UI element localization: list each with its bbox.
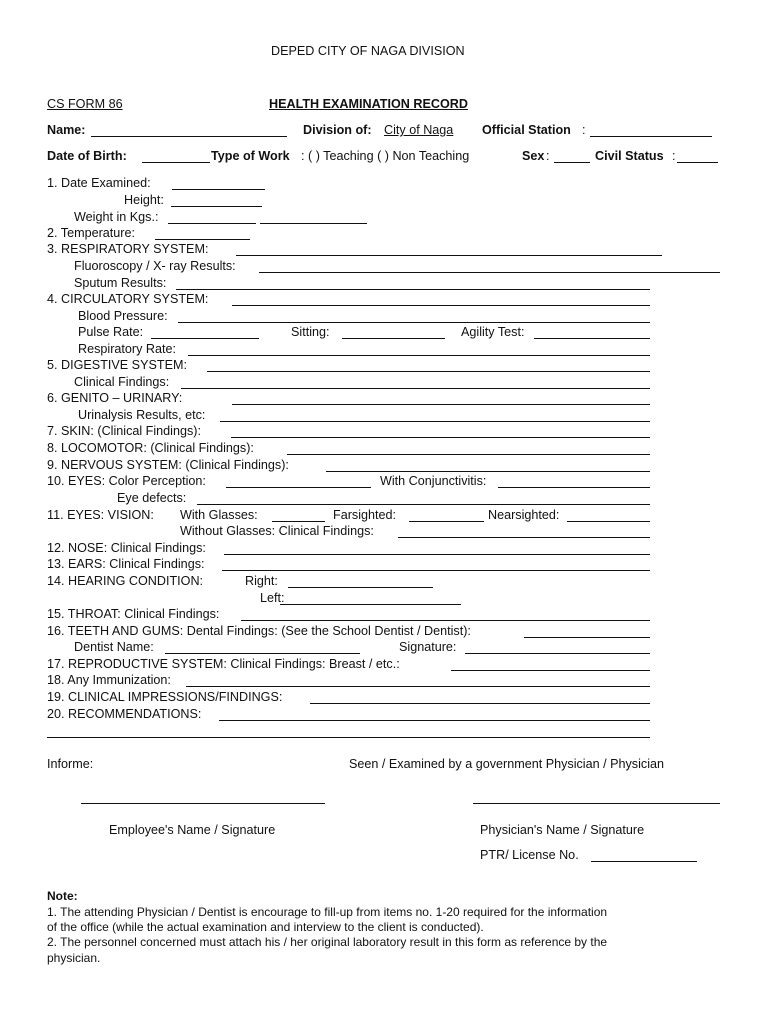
item-1-label: 1. Date Examined: — [47, 176, 151, 190]
hearing-right-label: Right: — [245, 574, 278, 588]
hearing-left-field[interactable] — [280, 604, 461, 605]
note-2-line-1: 2. The personnel concerned must attach his / her original laboratory result in this form as reference by the — [47, 935, 608, 949]
farsighted-field[interactable] — [409, 521, 484, 522]
item-12-label: 12. NOSE: Clinical Findings: — [47, 541, 206, 555]
digestive-clinical-field[interactable] — [181, 388, 650, 389]
item-14-label: 14. HEARING CONDITION: — [47, 574, 204, 588]
civil-status-label: Civil Status — [595, 149, 664, 163]
fluoroscopy-field[interactable] — [259, 272, 720, 273]
official-station-field[interactable] — [590, 136, 712, 137]
dentist-signature-field[interactable] — [465, 653, 650, 654]
note-2-line-2: physician. — [47, 951, 101, 965]
respiratory-rate-label: Respiratory Rate: — [78, 342, 176, 356]
ears-field[interactable] — [222, 570, 650, 571]
item-17-label: 17. REPRODUCTIVE SYSTEM: Clinical Findings: Breast / etc.: — [47, 657, 400, 671]
farsighted-label: Farsighted: — [333, 508, 396, 522]
skin-field[interactable] — [231, 437, 650, 438]
recommendations-field-2[interactable] — [47, 737, 650, 738]
item-6-label: 6. GENITO – URINARY: — [47, 391, 183, 405]
eye-defects-label: Eye defects: — [117, 491, 187, 505]
type-of-work-label: Type of Work — [211, 149, 290, 163]
weight-field-1[interactable] — [168, 223, 256, 224]
respiratory-field[interactable] — [236, 255, 662, 256]
teeth-gums-field[interactable] — [524, 637, 650, 638]
height-label: Height: — [124, 193, 164, 207]
item-15-label: 15. THROAT: Clinical Findings: — [47, 607, 220, 621]
item-8-label: 8. LOCOMOTOR: (Clinical Findings): — [47, 441, 254, 455]
hearing-left-label: Left: — [260, 591, 285, 605]
dentist-signature-label: Signature: — [399, 640, 457, 654]
division-value: City of Naga — [384, 123, 454, 137]
nose-field[interactable] — [224, 554, 650, 555]
fluoroscopy-label: Fluoroscopy / X- ray Results: — [74, 259, 236, 273]
item-16-label: 16. TEETH AND GUMS: Dental Findings: (See the School Dentist / Dentist): — [47, 624, 471, 638]
type-of-work-options: : ( ) Teaching ( ) Non Teaching — [301, 149, 470, 163]
item-19-label: 19. CLINICAL IMPRESSIONS/FINDINGS: — [47, 690, 283, 704]
blood-pressure-label: Blood Pressure: — [78, 309, 168, 323]
urinalysis-field[interactable] — [220, 421, 650, 422]
employee-signature-line[interactable] — [81, 803, 325, 804]
dob-label: Date of Birth: — [47, 149, 127, 163]
item-5-label: 5. DIGESTIVE SYSTEM: — [47, 358, 187, 372]
civil-status-field[interactable] — [677, 162, 718, 163]
sputum-field[interactable] — [176, 289, 650, 290]
ptr-license-label: PTR/ License No. — [480, 848, 579, 862]
civil-status-colon: : — [672, 149, 676, 163]
with-glasses-label: With Glasses: — [180, 508, 258, 522]
pulse-rate-field[interactable] — [151, 338, 259, 339]
with-glasses-field[interactable] — [272, 521, 325, 522]
dentist-name-field[interactable] — [165, 653, 360, 654]
color-perception-field[interactable] — [226, 487, 371, 488]
division-label: Division of: — [303, 123, 372, 137]
nearsighted-field[interactable] — [567, 521, 650, 522]
date-examined-field[interactable] — [172, 189, 265, 190]
agility-test-label: Agility Test: — [461, 325, 525, 339]
division-heading: DEPED CITY OF NAGA DIVISION — [271, 44, 465, 58]
ptr-license-field[interactable] — [591, 861, 697, 862]
note-1-line-2: of the office (while the actual examination and interview to the client is conducted). — [47, 920, 484, 934]
conjunctivitis-field[interactable] — [498, 487, 650, 488]
note-1-line-1: 1. The attending Physician / Dentist is encourage to fill-up from items no. 1-20 required for the information — [47, 905, 608, 919]
eye-defects-field[interactable] — [197, 504, 650, 505]
dentist-name-label: Dentist Name: — [74, 640, 154, 654]
circulatory-field[interactable] — [232, 305, 650, 306]
genito-urinary-field[interactable] — [232, 404, 650, 405]
sex-field[interactable] — [554, 162, 590, 163]
name-label: Name: — [47, 123, 86, 137]
without-glasses-label: Without Glasses: Clinical Findings: — [180, 524, 374, 538]
physician-signature-line[interactable] — [473, 803, 720, 804]
form-number: CS FORM 86 — [47, 97, 123, 111]
reproductive-field[interactable] — [451, 670, 650, 671]
weight-label: Weight in Kgs.: — [74, 210, 159, 224]
digestive-field[interactable] — [207, 371, 650, 372]
item-9-label: 9. NERVOUS SYSTEM: (Clinical Findings): — [47, 458, 289, 472]
hearing-right-field[interactable] — [288, 587, 433, 588]
digestive-clinical-label: Clinical Findings: — [74, 375, 170, 389]
sex-colon: : — [546, 149, 550, 163]
without-glasses-field[interactable] — [398, 537, 650, 538]
item-10-label: 10. EYES: Color Perception: — [47, 474, 206, 488]
note-heading: Note: — [47, 889, 78, 903]
locomotor-field[interactable] — [287, 454, 650, 455]
throat-field[interactable] — [241, 620, 650, 621]
official-station-label: Official Station — [482, 123, 571, 137]
agility-test-field[interactable] — [534, 338, 650, 339]
item-2-label: 2. Temperature: — [47, 226, 135, 240]
item-11-label: 11. EYES: VISION: — [47, 508, 154, 522]
item-4-label: 4. CIRCULATORY SYSTEM: — [47, 292, 209, 306]
item-18-label: 18. Any Immunization: — [47, 673, 171, 687]
physician-name-signature-label: Physician's Name / Signature — [480, 823, 645, 837]
sitting-label: Sitting: — [291, 325, 330, 339]
weight-field-2[interactable] — [260, 223, 367, 224]
recommendations-field[interactable] — [219, 720, 650, 721]
sex-label: Sex — [522, 149, 545, 163]
nearsighted-label: Nearsighted: — [488, 508, 560, 522]
item-13-label: 13. EARS: Clinical Findings: — [47, 557, 205, 571]
clinical-impressions-field[interactable] — [310, 703, 650, 704]
respiratory-rate-field[interactable] — [188, 355, 650, 356]
temperature-field[interactable] — [155, 239, 250, 240]
form-title: HEALTH EXAMINATION RECORD — [269, 97, 468, 111]
official-station-colon: : — [582, 123, 586, 137]
nervous-field[interactable] — [326, 471, 650, 472]
employee-name-signature-label: Employee's Name / Signature — [109, 823, 276, 837]
height-field[interactable] — [171, 206, 262, 207]
item-20-label: 20. RECOMMENDATIONS: — [47, 707, 202, 721]
item-3-label: 3. RESPIRATORY SYSTEM: — [47, 242, 209, 256]
item-7-label: 7. SKIN: (Clinical Findings): — [47, 424, 201, 438]
blood-pressure-field[interactable] — [178, 322, 650, 323]
pulse-rate-label: Pulse Rate: — [78, 325, 144, 339]
immunization-field[interactable] — [186, 686, 650, 687]
sitting-field[interactable] — [342, 338, 445, 339]
seen-examined-label: Seen / Examined by a government Physician / Physician — [349, 757, 665, 771]
sputum-label: Sputum Results: — [74, 276, 167, 290]
dob-field[interactable] — [142, 162, 210, 163]
informe-label: Informe: — [47, 757, 94, 771]
conjunctivitis-label: With Conjunctivitis: — [380, 474, 487, 488]
name-field[interactable] — [91, 136, 287, 137]
urinalysis-label: Urinalysis Results, etc: — [78, 408, 206, 422]
